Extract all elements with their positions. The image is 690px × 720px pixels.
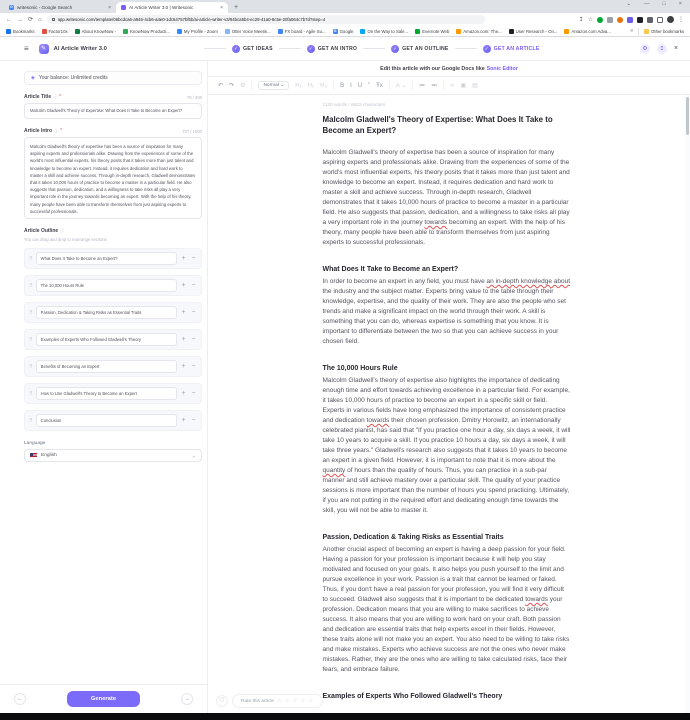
bookmark-favicon [225, 29, 230, 34]
next-step-button[interactable]: → [181, 693, 193, 705]
bookmark-favicon [6, 29, 11, 34]
outline-section-input[interactable]: Conclusion [36, 414, 177, 427]
scrollbar[interactable] [685, 95, 690, 713]
drag-handle-icon[interactable]: ⠿ [29, 309, 33, 316]
info-icon: ⓘ [53, 94, 58, 99]
add-section-button[interactable]: + [181, 336, 186, 343]
step-connector [455, 48, 477, 49]
step-check-icon: ✓ [307, 45, 315, 53]
extension-icon[interactable] [597, 17, 603, 23]
extension-icon[interactable] [607, 17, 613, 23]
editor-banner [208, 61, 690, 77]
step-check-icon: ✓ [391, 45, 399, 53]
toolbar-button[interactable]: ▤ [472, 83, 478, 89]
remove-section-button[interactable]: − [191, 282, 196, 289]
bookmark-label: About KnowNow - [81, 28, 117, 34]
add-section-button[interactable]: + [181, 282, 186, 289]
toolbar-button[interactable]: I [350, 82, 352, 89]
bookmark-favicon [360, 29, 365, 34]
drag-handle-icon[interactable]: ⠿ [29, 255, 33, 262]
bookmark-favicon [177, 29, 182, 34]
spellcheck-flag: towards [424, 219, 448, 226]
sidebar [0, 61, 208, 713]
bookmark-item[interactable] [225, 29, 271, 34]
article-p[interactable]: Malcolm Gladwell's theory of expertise has been a source of inspiration for many aspiring experts and professionals alike. Drawing from the experiences of some of the world's most influential experts, his theory posits that it takes more than just talent and knowledge to become an expert. Instead, it requires dedication and hard work to master a skill and achieve success. Through in-depth research, Gladwell demonstrates that it takes 10,000 hours of practice to become a master in a particular field. He also suggests that passion, dedication, and a willingness to take risks all play a very important role in the journey towards becoming an expert. With the help of his theory, many people have been able to transform themselves from just aspiring experts to successful professionals. [322, 149, 570, 246]
language-label: Language [24, 441, 46, 446]
extension-icon[interactable] [627, 17, 633, 23]
bookmark-label: Amazon.com Adva... [571, 28, 611, 34]
new-tab-button[interactable]: + [234, 4, 239, 11]
toolbar-button[interactable]: ≔ [419, 83, 426, 89]
writesonic-logo: ✎ [39, 44, 49, 54]
step-item[interactable] [232, 45, 273, 53]
bookmark-label: KnowNow Producti... [130, 28, 170, 34]
outline-row [24, 248, 202, 269]
bookmark-label: Bookmarks [13, 28, 35, 34]
forward-icon[interactable]: → [17, 16, 23, 23]
toolbar-button[interactable]: ≕ [431, 83, 438, 89]
chevron-down-icon: ⌄ [191, 452, 196, 459]
rate-bar [216, 694, 323, 708]
article-p[interactable]: In order to become an expert in any field, you must have an in-depth knowledge about the industry and the subject matter. Experts bring value to the table through their knowledge, expertise, and the quality of their work. They are also the people who set trends and make a significant impact on the world through their work. A skill is something that you can do, whereas expertise is something that you know. It is important to differentiate between the two so that you can achieve success in your chosen field. [322, 278, 571, 345]
bookmark-label: Factor10x [48, 28, 68, 34]
article-body[interactable] [323, 114, 571, 702]
article-h2[interactable]: What Does It Take to Become an Expert? [322, 266, 459, 273]
url-input[interactable] [47, 15, 485, 24]
step-check-icon: ✓ [483, 45, 491, 53]
bookmark-favicon [415, 29, 420, 34]
outline-section-input[interactable]: The 10,000 Hours Rule [36, 279, 177, 292]
remove-section-button[interactable]: − [191, 336, 196, 343]
address-bar [0, 13, 690, 26]
balance-text: Your balance: Unlimited credits [38, 75, 108, 81]
bookmark-favicon [278, 29, 283, 34]
bookmark-favicon [564, 29, 569, 34]
browser-tab[interactable] [4, 2, 116, 13]
bookmark-item[interactable] [75, 29, 116, 34]
spellcheck-flag: towards [366, 417, 390, 424]
step-item[interactable] [483, 45, 540, 53]
step-item[interactable] [307, 45, 357, 53]
article-h2[interactable]: Passion, Dedication & Taking Risks as Essential Traits [322, 534, 504, 541]
toolbar-button[interactable]: H₃ [320, 82, 328, 89]
bookmarks-overflow-icon[interactable]: » [630, 28, 634, 34]
toolbar-button[interactable]: U [357, 82, 363, 89]
word-count: 1130 words / 6622 characters [322, 103, 386, 108]
tab-favicon: G [10, 5, 13, 9]
bookmark-item[interactable] [509, 29, 558, 34]
outline-row [24, 302, 202, 323]
bookmark-favicon [42, 29, 47, 34]
window-minimize-button[interactable]: — [643, 1, 650, 7]
remove-section-button[interactable]: − [191, 417, 196, 424]
drag-handle-icon[interactable]: ⠿ [29, 282, 33, 289]
bookmark-label: FX board - Agile Su... [284, 28, 326, 34]
drag-handle-icon[interactable]: ⠿ [29, 390, 33, 397]
like-heart-icon[interactable]: ♡ [216, 695, 228, 707]
outline-list [24, 248, 202, 431]
toolbar-button[interactable]: ↷ [229, 83, 235, 89]
rate-label: Rate this article [241, 698, 275, 704]
credits-coin-icon: ◈ [31, 75, 35, 81]
outline-row [24, 275, 202, 296]
scrollbar-thumb[interactable] [686, 97, 689, 135]
window-profile-chevron-icon[interactable]: ⌄ [626, 1, 631, 7]
previous-step-button[interactable]: ← [14, 693, 26, 705]
bookmark-favicon [75, 29, 80, 34]
tab-strip [0, 0, 690, 13]
outline-hint: You can drag and drop to rearrange sections [24, 237, 107, 242]
browser-tab[interactable] [116, 2, 228, 13]
spellcheck-flag: quantity [322, 467, 346, 474]
sidebar-footer [0, 684, 207, 713]
bookmark-item[interactable] [6, 29, 35, 34]
bookmark-favicon [456, 29, 461, 34]
editor-content [208, 95, 685, 713]
toolbar-separator [251, 81, 252, 90]
bookmark-item[interactable] [333, 29, 354, 34]
add-section-button[interactable]: + [181, 255, 186, 262]
required-mark: * [59, 94, 62, 100]
browser-menu-icon[interactable]: ⋮ [678, 17, 684, 23]
outline-row [24, 383, 202, 404]
balance-banner [24, 71, 202, 85]
drag-handle-icon[interactable]: ⠿ [29, 417, 33, 424]
share-icon[interactable]: ↥ [578, 17, 584, 23]
bookmark-label: On the Way to Sale... [367, 28, 409, 34]
outline-section-input[interactable]: Examples of Experts Who Followed Gladwell's Theory [36, 333, 177, 346]
editor-toolbar [208, 77, 690, 95]
taskbar-strip [0, 713, 690, 720]
article-outline-label: Article Outline [24, 228, 59, 234]
bookmark-label: User Research - On... [515, 28, 558, 34]
bookmark-label: Google [339, 28, 354, 34]
article-title-label: Article Title [24, 94, 52, 100]
divider [638, 28, 639, 35]
window-close-button[interactable]: × [678, 1, 682, 7]
extension-icon[interactable] [657, 17, 663, 23]
remove-section-button[interactable]: − [191, 390, 196, 397]
bookmark-star-icon[interactable]: ☆ [587, 17, 593, 23]
bookmark-item[interactable] [278, 29, 326, 34]
article-h1[interactable]: Malcolm Gladwell's Theory of Expertise: What Does It Take to Become an Expert? [322, 115, 553, 135]
rating-stars[interactable]: ☆ ☆ ☆ ☆ ☆ [277, 698, 315, 704]
tab-title: writesonic - Google Search [17, 5, 73, 10]
bookmark-label: Amazon.com: The... [463, 28, 502, 34]
reload-icon[interactable]: ⟳ [28, 17, 34, 23]
editor-banner-text: Edit this article with our Google Docs like [380, 65, 485, 72]
toolbar-button[interactable]: A ⌄ [395, 83, 407, 89]
rate-pill[interactable] [232, 694, 323, 708]
extensions-puzzle-icon[interactable] [647, 17, 653, 23]
settings-icon[interactable]: ⚙ [640, 44, 650, 54]
outline-section-input[interactable]: What Does It Take to Become an Expert? [36, 252, 177, 265]
generate-button[interactable]: Generate [67, 691, 140, 707]
toolbar-button[interactable]: H₂ [307, 82, 315, 89]
bookmark-label: Otter Voice Meetin... [231, 28, 271, 34]
toolbar-button[interactable]: B [340, 82, 345, 89]
toolbar-button[interactable]: ∞ [450, 82, 455, 89]
toolbar-separator [443, 81, 444, 90]
language-select[interactable] [24, 449, 202, 462]
tab-close-icon[interactable]: × [220, 4, 223, 11]
toolbar-button[interactable]: ⚙ [240, 83, 246, 89]
tab-title: AI Article Writer 3.0 | Writesonic [129, 5, 194, 10]
intro-char-counter: 737 / 1000 [182, 128, 202, 134]
toolbar-button[interactable]: H₁ [295, 82, 302, 89]
bookmark-item[interactable] [415, 29, 449, 34]
add-section-button[interactable]: + [181, 363, 186, 370]
extension-icon[interactable] [637, 17, 643, 23]
bookmark-item[interactable] [564, 29, 610, 34]
remove-section-button[interactable]: − [191, 309, 196, 316]
profile-avatar[interactable] [667, 16, 674, 23]
outline-section-input[interactable]: Passion, Dedication & Taking Risks as Essential Traits [36, 306, 177, 319]
toolbar-button[interactable]: Ŧx [376, 82, 383, 89]
info-icon: ⓘ [60, 228, 65, 233]
step-indicator [198, 37, 540, 60]
bookmarks-bar [0, 26, 690, 37]
toolbar-button[interactable]: ↶ [218, 83, 224, 89]
toolbar-separator [412, 81, 413, 90]
step-connector [363, 48, 385, 49]
language-value: English [41, 453, 57, 458]
editor-panel [208, 61, 690, 713]
outline-row [24, 329, 202, 350]
back-icon[interactable]: ← [6, 16, 12, 23]
us-flag-icon [30, 453, 37, 458]
required-mark: * [60, 128, 63, 134]
step-label: GET AN INTRO [317, 45, 358, 52]
bookmark-label: Evernote Web [422, 28, 450, 34]
bookmark-favicon [509, 29, 514, 34]
spellcheck-flag: towards [525, 596, 548, 603]
step-connector [204, 48, 226, 49]
step-item[interactable] [391, 45, 448, 53]
home-icon[interactable]: ⌂ [38, 16, 42, 23]
drag-handle-icon[interactable]: ⠿ [29, 336, 33, 343]
other-bookmarks[interactable] [644, 29, 684, 34]
title-char-counter: 78 / 300 [186, 94, 202, 100]
step-label: GET IDEAS [243, 45, 273, 52]
app-header [0, 37, 690, 61]
remove-section-button[interactable]: − [191, 363, 196, 370]
toolbar-button[interactable]: ” [368, 82, 371, 89]
tab-close-icon[interactable]: × [108, 4, 111, 11]
bookmark-item[interactable] [360, 29, 408, 34]
outline-section-input[interactable]: Benefits of Becoming an Expert [36, 360, 177, 373]
other-bookmarks-label: Other bookmarks [651, 28, 684, 34]
bookmark-favicon: G [333, 28, 337, 33]
article-intro-input[interactable]: Malcolm Gladwell's theory of expertise has been a source of inspiration for many aspiring experts and professionals alike. Drawing from the experiences of some of the world's most influential experts, his theory posits that it takes more than just talent and knowledge to become an expert. Instead, it requires dedication and hard work to master a skill and achieve success. Through in-depth research, Gladwell demonstrates that it takes 10,000 hours of practice to become a master in a particular field. He also suggests that passion, dedication, and a willingness to take risks all play a very important role in the journey towards becoming an expert. With the help of his theory, many people have been able to transform themselves from just aspiring experts to successful professionals. [24, 137, 202, 219]
toolbar-separator [389, 81, 390, 90]
tab-favicon [121, 5, 126, 10]
step-connector [279, 48, 301, 49]
article-h2[interactable]: The 10,000 Hours Rule [322, 365, 398, 372]
window-maximize-button[interactable]: □ [662, 1, 666, 7]
article-document[interactable] [323, 95, 571, 702]
add-section-button[interactable]: + [181, 309, 186, 316]
export-share-icon[interactable]: ↥ [657, 44, 667, 54]
toolbar-separator [333, 81, 334, 90]
article-p[interactable]: Another crucial aspect of becoming an expert is having a deep passion for your field. Having a passion for your profession is important because it will help you stay motivated and focused on your goals. It also helps you push yourself to the limit and pursue excellence in your work. Passion is a trait that cannot be learned or faked. Thus, if you don't have a real passion for your profession, you will find it very difficult to succeed. Gladwell also suggests that it is important to be dedicated towards your profession. Dedication means that you are willing to make sacrifices to achieve success. It also means that you are willing to work hard on your craft. Both passion and dedication are essential traits that help experts excel in their fields. However, these traits alone will not make you an expert. You also need to be willing to take risks and make mistakes. Experts who achieve success are not the ones who never make mistakes. Rather, they are the ones who are willing to take calculated risks, face their fears, and embrace failure. [322, 546, 570, 673]
article-title-input[interactable]: Malcolm Gladwell's Theory of Expertise: What Does It Take to Become an Expert? [24, 103, 202, 119]
bookmark-item[interactable] [42, 29, 68, 34]
toolbar-button[interactable]: Normal ⌄ [258, 81, 289, 90]
step-label: GET AN ARTICLE [493, 45, 540, 52]
step-label: GET AN OUTLINE [402, 45, 449, 52]
bookmark-item[interactable] [456, 29, 501, 34]
article-p[interactable]: Malcolm Gladwell's theory of expertise also highlights the importance of dedicating enough time and effort towards achieving excellence in a particular field. For example, it takes 10,000 hours of practice to become an expert in a specific skill or field. Experts in various fields have long emphasized the importance of consistent practice and dedication towards their chosen profession. Dmitry Horowitz, an internationally celebrated pianist, has said that "If you practice one hour a day, six days a week, it will take 10 years to acquire a skill. If you practice 10 hours a day, six days a week, it will take three years." Gladwell's research also suggests that it takes 10 years to become an expert in a given field. However, it is important to note that it is more about the quantity of hours than the quality of hours. Thus, you can practice in a sub-par manner and still achieve mastery over a particular skill. The quality of your practice sessions is more important than the number of hours you spend practicing. Ultimately, if you are not putting in the required effort and dedicating enough time towards the skill, you will not be able to master it. [322, 377, 571, 514]
outline-row [24, 410, 202, 431]
close-template-icon[interactable]: × [673, 45, 678, 52]
sonic-editor-link[interactable]: Sonic Editor [486, 65, 518, 72]
article-intro-label: Article Intro [24, 128, 53, 134]
bookmark-label: My Profile - Zoom [183, 28, 218, 34]
hamburger-menu-icon[interactable]: ≡ [24, 44, 29, 53]
toolbar-button[interactable]: ▣ [460, 83, 467, 89]
drag-handle-icon[interactable]: ⠿ [29, 363, 33, 370]
spellcheck-flag: an in-depth knowledge about [486, 278, 571, 285]
extension-icon[interactable] [617, 17, 623, 23]
bookmark-item[interactable] [177, 29, 218, 34]
step-check-icon: ✓ [232, 45, 240, 53]
app-title: AI Article Writer 3.0 [53, 45, 107, 52]
url-text: app.writesonic.com/template/06bcdca6-a946-4cb6-a4e0-1dc64757bf5b/ai-article-writer-v3/94bca5b4-ec29-41a0-8c5e-20fa064c7b7d?step=4 [57, 17, 326, 22]
add-section-button[interactable]: + [181, 417, 186, 424]
remove-section-button[interactable]: − [191, 255, 196, 262]
article-h2[interactable]: Examples of Experts Who Followed Gladwell's Theory [322, 693, 503, 700]
outline-section-input[interactable]: How to Use Gladwell's Theory to Become an Expert [36, 387, 177, 400]
bookmark-item[interactable] [123, 29, 170, 34]
lock-icon [52, 18, 55, 21]
browser-chrome [0, 0, 690, 37]
info-icon: ⓘ [54, 128, 59, 133]
add-section-button[interactable]: + [181, 390, 186, 397]
outline-row [24, 356, 202, 377]
bookmark-favicon [123, 29, 128, 34]
folder-icon [644, 29, 649, 34]
